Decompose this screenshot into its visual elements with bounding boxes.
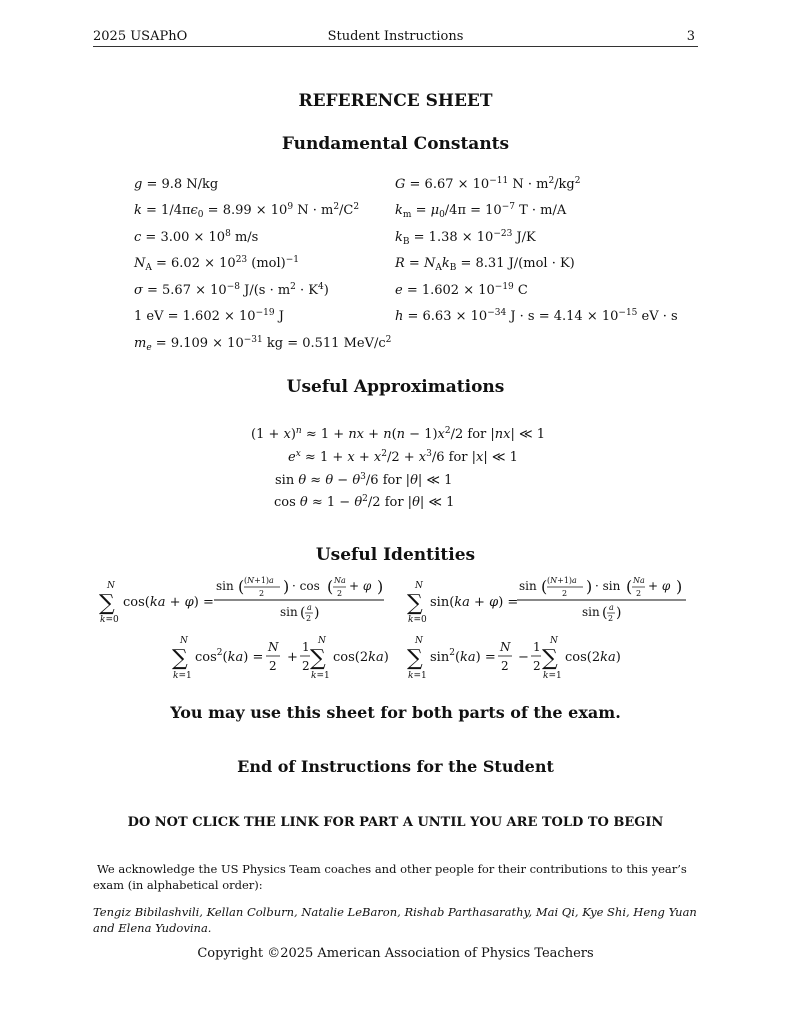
svg-text:): ) bbox=[586, 577, 593, 596]
approximation-cosine: $\cos \theta \approx 1 - \theta^2/2$ for |θ| ≪ 1 bbox=[274, 494, 455, 510]
svg-text:N: N bbox=[550, 636, 558, 646]
svg-text:): ) bbox=[283, 577, 290, 596]
header-exam-name: 2025 USAPhO bbox=[93, 29, 188, 44]
svg-text:N: N bbox=[268, 640, 279, 654]
svg-text:k=1: k=1 bbox=[311, 671, 330, 681]
identity-sum-sin-squared bbox=[407, 636, 621, 681]
identity-sum-sin bbox=[407, 576, 686, 625]
svg-text:2: 2 bbox=[533, 659, 541, 673]
end-instructions-heading: End of Instructions for the Student bbox=[237, 757, 554, 776]
constant-coulomb: $k = 1/4\pi\epsilon_0 = 8.99 \times 10^9$ $N \cdot m^2/C^2$ bbox=[134, 202, 360, 220]
svg-text:∑: ∑ bbox=[542, 646, 558, 671]
svg-text:): ) bbox=[314, 605, 320, 621]
do-not-click-warning: DO NOT CLICK THE LINK FOR PART A UNTIL YOU ARE TOLD TO BEGIN bbox=[127, 815, 664, 830]
identity-sum-cos bbox=[99, 576, 384, 625]
approximation-binomial: $(1 + x)^n \approx 1$ + nx + $n(n - 1)x^2/2$ for |nx| ≪ 1 bbox=[251, 426, 546, 442]
svg-text:+: + bbox=[287, 650, 298, 665]
svg-text:2: 2 bbox=[608, 614, 614, 623]
svg-text:sin2(ka) =: $\sin^2(ka)$ = bbox=[430, 648, 496, 665]
svg-text:cos(2ka): cos(2ka) bbox=[333, 650, 389, 665]
constant-gas: $R = N_Ak_B = 8.31$ J/(mol · K) bbox=[395, 256, 575, 273]
svg-text:∑: ∑ bbox=[310, 646, 326, 671]
constant-g: g = 9.8 N/kg bbox=[134, 177, 219, 192]
constant-electron-volt: 1 eV = $1.602 \times 10^{-19}$ J bbox=[134, 308, 284, 324]
svg-text:(: ( bbox=[300, 605, 306, 621]
svg-text:(: ( bbox=[602, 605, 608, 621]
svg-text:sin: sin bbox=[582, 605, 600, 619]
svg-text:2: 2 bbox=[259, 589, 265, 598]
svg-text:+ φ: + φ bbox=[349, 579, 372, 593]
contributor-names: Tengiz Bibilashvili, Kellan Colburn, Natalie LeBaron, Rishab Parthasarathy, Mai Qi, Kye Shi, Heng Yuan and Elena Yudovina. bbox=[93, 905, 697, 935]
constant-avogadro: $N_A = 6.02 \times 10^{23}$ (mol)$^{-1}$ bbox=[134, 255, 300, 273]
copyright-notice: Copyright ©2025 American Association of Physics Teachers bbox=[197, 946, 594, 961]
svg-text:k=0: k=0 bbox=[408, 615, 427, 625]
svg-text:a: a bbox=[307, 603, 312, 612]
approximation-sine: $\sin \theta \approx \theta - \theta^3/6$ for |θ| ≪ 1 bbox=[275, 472, 453, 488]
svg-text:∑: ∑ bbox=[407, 591, 423, 616]
svg-text:): ) bbox=[676, 577, 683, 596]
svg-text:N: N bbox=[500, 640, 511, 654]
svg-text:N: N bbox=[180, 636, 188, 646]
svg-text:N: N bbox=[107, 581, 115, 591]
constant-gravitational: $G = 6.67 \times 10^{-11}$ $N \cdot m^2/kg^2$ bbox=[395, 176, 581, 192]
constant-elementary-charge: $e = 1.602 \times 10^{-19}$ C bbox=[395, 282, 528, 298]
svg-text:(: ( bbox=[541, 577, 548, 596]
svg-text:2: 2 bbox=[302, 659, 310, 673]
svg-text:sin(ka + φ) =: sin(ka + φ) = bbox=[430, 595, 519, 610]
svg-text:): ) bbox=[616, 605, 622, 621]
header-page-number: 3 bbox=[686, 29, 695, 44]
svg-text:· sin: · sin bbox=[595, 579, 621, 593]
svg-text:(N+1)a: (N+1)a bbox=[547, 576, 577, 585]
svg-text:+ φ: + φ bbox=[648, 579, 671, 593]
svg-text:sin: sin bbox=[280, 605, 298, 619]
constant-stefan-boltzmann: $\sigma = 5.67 \times 10^{-8}$ $J/(s \cdot m^2 \cdot K^4)$ bbox=[134, 282, 329, 298]
svg-text:2: 2 bbox=[306, 614, 312, 623]
svg-text:2: 2 bbox=[337, 589, 343, 598]
svg-text:N: N bbox=[415, 581, 423, 591]
svg-text:): ) bbox=[377, 577, 384, 596]
svg-text:· cos: · cos bbox=[292, 579, 320, 593]
svg-text:2: 2 bbox=[501, 659, 509, 673]
svg-text:∑: ∑ bbox=[172, 646, 188, 671]
svg-text:∑: ∑ bbox=[99, 591, 115, 616]
svg-text:2: 2 bbox=[636, 589, 642, 598]
svg-text:(N+1)a: (N+1)a bbox=[244, 576, 274, 585]
svg-text:sin: sin bbox=[216, 579, 234, 593]
svg-text:1: 1 bbox=[302, 640, 310, 654]
constant-speed-of-light: $c = 3.00 \times 10^8$ m/s bbox=[134, 229, 259, 245]
reference-sheet-title: REFERENCE SHEET bbox=[298, 91, 493, 111]
identities-title: Useful Identities bbox=[315, 545, 476, 565]
svg-text:Na: Na bbox=[334, 576, 346, 585]
svg-text:(: ( bbox=[327, 577, 334, 596]
approximation-exponential: $e^x \approx 1 + x + x^2/2 + x^3/6$ for |x| ≪ 1 bbox=[288, 449, 518, 465]
svg-text:(: ( bbox=[626, 577, 633, 596]
svg-text:(: ( bbox=[238, 577, 245, 596]
svg-text:k=1: k=1 bbox=[173, 671, 192, 681]
constant-boltzmann: $k_B = 1.38 \times 10^{-23}$ J/K bbox=[395, 229, 536, 247]
svg-text:k=1: k=1 bbox=[408, 671, 427, 681]
svg-text:k=1: k=1 bbox=[543, 671, 562, 681]
header-section-title: Student Instructions bbox=[327, 29, 464, 44]
constant-planck: $h = 6.63 \times 10^{-34}$ $J \cdot s = 4.14 \times 10^{-15}$ eV · s bbox=[395, 308, 678, 324]
constant-electron-mass: $m_e = 9.109 \times 10^{-31}$ kg = 0.511 MeV/$c^2$ bbox=[134, 335, 392, 353]
svg-text:Na: Na bbox=[633, 576, 645, 585]
svg-text:cos2(ka) =: $\cos^2(ka)$ = bbox=[195, 648, 264, 665]
svg-text:2: 2 bbox=[562, 589, 568, 598]
svg-text:N: N bbox=[415, 636, 423, 646]
svg-text:1: 1 bbox=[533, 640, 541, 654]
constant-magnetic: $k_m = \mu_0/4\pi = 10^{-7}$ T · m/A bbox=[395, 202, 567, 220]
svg-text:−: − bbox=[518, 650, 529, 665]
svg-text:cos(ka + φ) =: cos(ka + φ) = bbox=[123, 595, 214, 610]
use-sheet-note: You may use this sheet for both parts of the exam. bbox=[170, 703, 621, 722]
approximations-title: Useful Approximations bbox=[286, 377, 505, 397]
svg-text:cos(2ka): cos(2ka) bbox=[565, 650, 621, 665]
acknowledgement-text: We acknowledge the US Physics Team coaches and other people for their contributions to this year’s exam (in alphabetical order): bbox=[93, 862, 687, 892]
identity-sum-cos-squared bbox=[172, 636, 389, 681]
svg-text:sin: sin bbox=[519, 579, 537, 593]
svg-text:a: a bbox=[609, 603, 614, 612]
svg-text:2: 2 bbox=[269, 659, 277, 673]
svg-text:∑: ∑ bbox=[407, 646, 423, 671]
svg-text:N: N bbox=[318, 636, 326, 646]
constants-title: Fundamental Constants bbox=[281, 134, 510, 154]
svg-text:k=0: k=0 bbox=[100, 615, 119, 625]
